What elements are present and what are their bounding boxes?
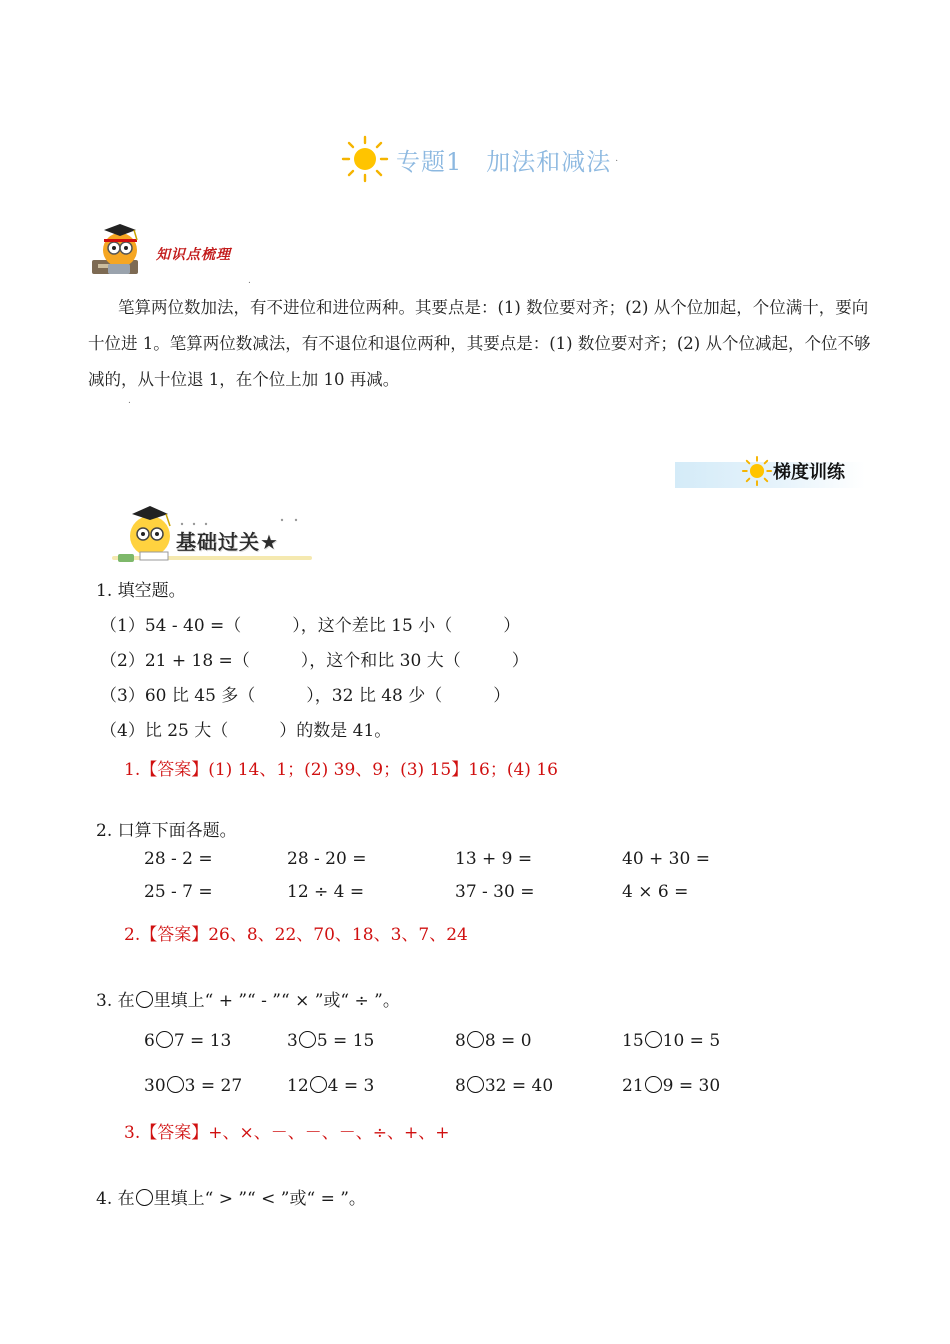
q3-left: 8 xyxy=(455,1076,466,1096)
operator-circle-blank[interactable] xyxy=(645,1076,662,1093)
operator-circle-blank[interactable] xyxy=(299,1031,316,1048)
q3-left: 3 xyxy=(287,1031,298,1051)
page-title: 专题1 加法和减法 . xyxy=(340,134,618,184)
q4-title-post: 里填上“ > ”“ < ”或“ = ”。 xyxy=(153,1189,366,1209)
q2-answer: 2.【答案】26、8、22、70、18、3、7、24 xyxy=(124,925,468,945)
q1-item: （3）60 比 45 多（ ），32 比 48 少（ ） xyxy=(100,686,511,706)
operator-circle-blank[interactable] xyxy=(467,1076,484,1093)
q3-title-post: 里填上“ + ”“ - ”“ × ”或“ ÷ ”。 xyxy=(153,991,400,1011)
q3-left: 12 xyxy=(287,1076,309,1096)
q3-right: 7 = 13 xyxy=(173,1031,232,1051)
q3-right: 9 = 30 xyxy=(662,1076,721,1096)
q3-left: 6 xyxy=(144,1031,155,1051)
q3-right: 3 = 27 xyxy=(184,1076,243,1096)
q3-title-pre: 3. 在 xyxy=(96,991,135,1011)
knowledge-paragraph xyxy=(88,290,878,398)
training-label: 梯度训练 xyxy=(773,462,845,483)
q3-item xyxy=(287,1031,374,1051)
q2-item: 25 - 7 = xyxy=(144,882,213,902)
q3-item xyxy=(455,1031,532,1051)
q1-item: （4）比 25 大（ ）的数是 41。 xyxy=(100,721,392,741)
q3-item xyxy=(144,1031,231,1051)
knowledge-section-label: 知识点梳理 xyxy=(156,247,231,263)
title-main: 专题1 xyxy=(396,147,463,176)
operator-circle-blank[interactable] xyxy=(645,1031,662,1048)
q3-right: 10 = 5 xyxy=(662,1031,721,1051)
q1-answer: 1.【答案】(1) 14、1；(2) 39、9；(3) 15】16；(4) 16 xyxy=(124,760,558,780)
q2-item: 12 ÷ 4 = xyxy=(287,882,365,902)
q3-right: 5 = 15 xyxy=(316,1031,375,1051)
operator-circle-blank[interactable] xyxy=(467,1031,484,1048)
q3-answer: 3.【答案】+、×、－、－、－、÷、+、+ xyxy=(124,1123,450,1143)
q2-item: 28 - 20 = xyxy=(287,849,367,869)
operator-circle-blank[interactable] xyxy=(310,1076,327,1093)
q2-item: 28 - 2 = xyxy=(144,849,213,869)
circle-icon xyxy=(136,1189,153,1206)
q2-item: 37 - 30 = xyxy=(455,882,535,902)
q3-left: 21 xyxy=(622,1076,644,1096)
q3-left: 15 xyxy=(622,1031,644,1051)
q4-title xyxy=(96,1184,366,1209)
q3-item xyxy=(144,1076,242,1096)
title-sub: 加法和减法 xyxy=(486,147,612,176)
q3-right: 8 = 0 xyxy=(484,1031,532,1051)
q3-item xyxy=(455,1076,553,1096)
basic-section-label: 基础过关★ xyxy=(176,530,279,554)
q3-left: 30 xyxy=(144,1076,166,1096)
q1-item: （2）21 + 18 =（ ），这个和比 30 大（ ） xyxy=(100,651,529,671)
q1-title: 1. 填空题。 xyxy=(96,581,186,601)
q2-title: 2. 口算下面各题。 xyxy=(96,821,237,841)
q3-item xyxy=(622,1076,720,1096)
q2-item: 13 + 9 = xyxy=(455,849,533,869)
operator-circle-blank[interactable] xyxy=(156,1031,173,1048)
operator-circle-blank[interactable] xyxy=(167,1076,184,1093)
q1-item: （1）54 - 40 =（ ），这个差比 15 小（ ） xyxy=(100,616,521,636)
sun-icon xyxy=(741,455,773,487)
q3-item xyxy=(287,1076,374,1096)
q2-item: 4 × 6 = xyxy=(622,882,689,902)
q2-item: 40 + 30 = xyxy=(622,849,710,869)
q3-right: 32 = 40 xyxy=(484,1076,554,1096)
knowledge-text: 笔算两位数加法，有不进位和进位两种。其要点是：(1) 数位要对齐；(2) 从个位加起，个位满十，要向十位进 1。笔算两位数减法，有不退位和退位两种，其要点是：(1) 数位要对齐；(2) 从个位减起，个位不够减的，从十位退 1，在个位上加 10 再减。 xyxy=(88,298,871,389)
q3-right: 4 = 3 xyxy=(327,1076,375,1096)
q3-left: 8 xyxy=(455,1031,466,1051)
q3-item xyxy=(622,1031,720,1051)
q3-title xyxy=(96,986,400,1011)
circle-icon xyxy=(136,991,153,1008)
q4-title-pre: 4. 在 xyxy=(96,1189,135,1209)
sun-icon xyxy=(340,134,390,184)
